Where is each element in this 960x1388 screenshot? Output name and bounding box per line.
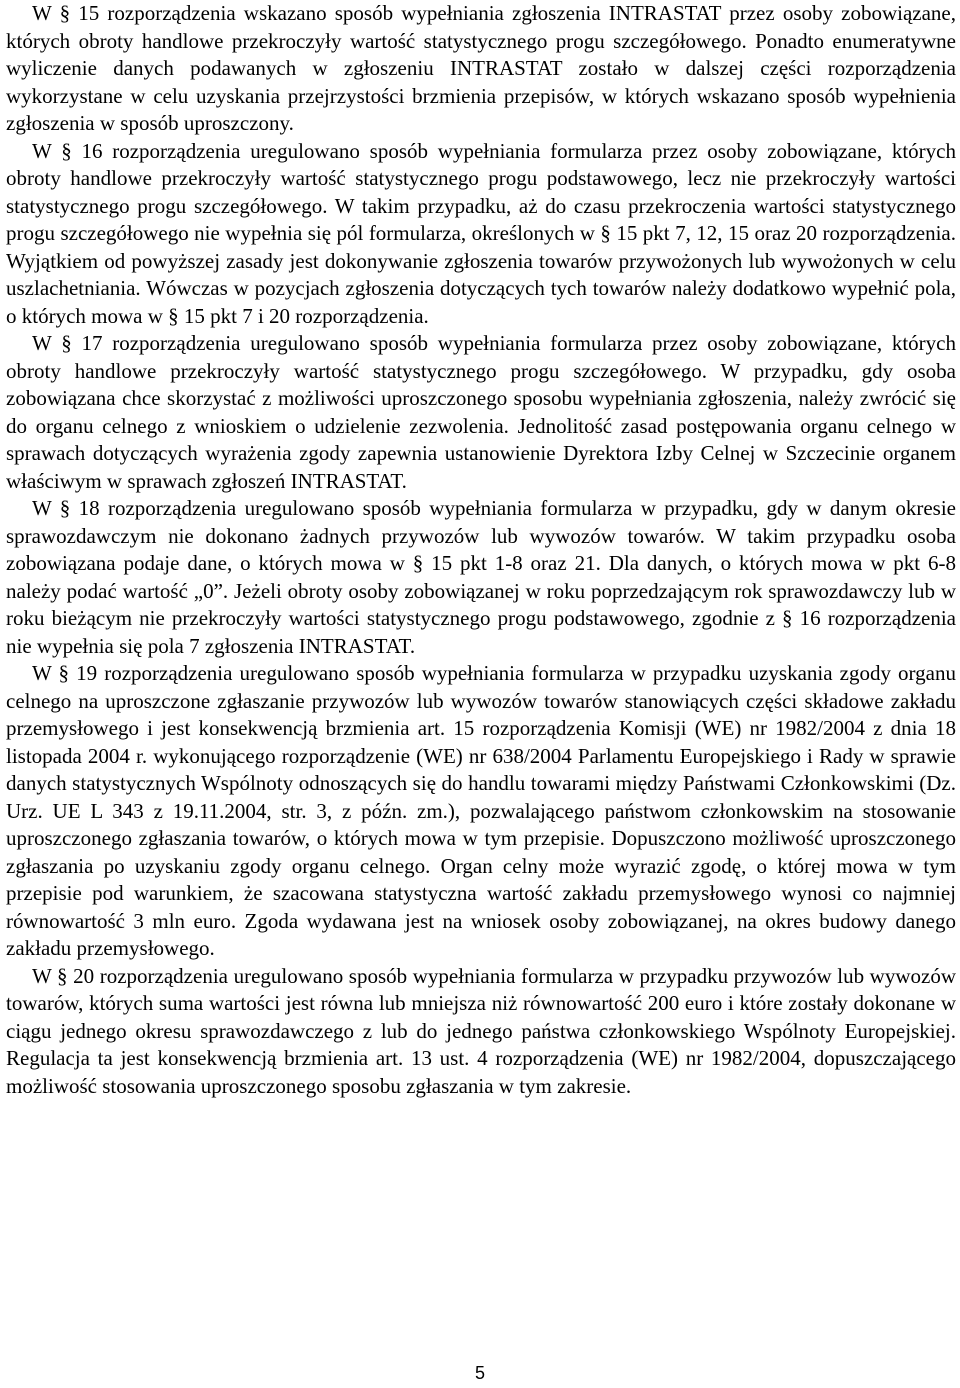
paragraph-par-19: W § 19 rozporządzenia uregulowano sposób wypełniania formularza w przypadku uzyskania zgody organu celnego na uproszczone zgłaszanie przywozów lub wywozów towarów stanowiących części składowe zakładu przemysłowego i jest konsekwencją brzmienia art. 15 rozporządzenia Komisji (WE) nr 1982/2004 z dnia 18 listopada 2004 r. wykonującego rozporządzenie (WE) nr 638/2004 Parlamentu Europejskiego i Rady w sprawie danych statystycznych Wspólnoty odnoszących się do handlu towarami między Państwami Członkowskimi (Dz. Urz. UE L 343 z 19.11.2004, str. 3, z późn. zm.), pozwalającego państwom członkowskim na stosowanie uproszczonego zgłaszania towarów, o których mowa w tym przepisie. Dopuszczono możliwość uproszczonego zgłaszania po uzyskaniu zgody organu celnego. Organ celny może wyrazić zgodę, o której mowa w tym przepisie pod warunkiem, że szacowana statystyczna wartość zakładu przemysłowego wynosi co najmniej równowartość 3 mln euro. Zgoda wydawana jest na wniosek osoby zobowiązanej, na okres budowy danego zakładu przemysłowego.	[6, 661, 956, 960]
paragraph-par-15: W § 15 rozporządzenia wskazano sposób wypełniania zgłoszenia INTRASTAT przez osoby zobowiązane, których obroty handlowe przekroczyły wartość statystycznego progu szczegółowego. Ponadto enumeratywne wyliczenie danych podawanych w zgłoszeniu INTRASTAT zostało w dalszej części rozporządzenia wykorzystane w celu uzyskania przejrzystości brzmienia przepisów, w których wskazano sposób wypełnienia zgłoszenia w sposób uproszczony.	[6, 1, 956, 135]
paragraph-par-16: W § 16 rozporządzenia uregulowano sposób wypełniania formularza przez osoby zobowiązane, których obroty handlowe przekroczyły wartość statystycznego progu podstawowego, lecz nie przekroczyły wartości statystycznego progu szczegółowego. W takim przypadku, aż do czasu przekroczenia wartości statystycznego progu szczegółowego nie wypełnia się pól formularza, określonych w § 15 pkt 7, 12, 15 oraz 20 rozporządzenia. Wyjątkiem od powyższej zasady jest dokonywanie zgłoszenia towarów przywożonych lub wywożonych w celu uszlachetniania. Wówczas w pozycjach zgłoszenia dotyczących tych towarów należy dodatkowo wypełnić pola, o których mowa w § 15 pkt 7 i 20 rozporządzenia.	[6, 138, 956, 328]
paragraph-par-18: W § 18 rozporządzenia uregulowano sposób wypełniania formularza w przypadku, gdy w danym okresie sprawozdawczym nie dokonano żadnych przywozów lub wywozów towarów. W takim przypadku osoba zobowiązana podaje dane, o których mowa w § 15 pkt 1-8 oraz 21. Dla danych, o których mowa w pkt 6-8 należy podać wartość „0”. Jeżeli obroty osoby zobowiązanej w roku poprzedzającym rok sprawozdawczy lub w roku bieżącym nie przekroczyły wartości statystycznego progu podstawowego, zgodnie z § 16 rozporządzenia nie wypełnia się pola 7 zgłoszenia INTRASTAT.	[6, 496, 956, 658]
paragraph-par-20: W § 20 rozporządzenia uregulowano sposób wypełniania formularza w przypadku przywozów lub wywozów towarów, których suma wartości jest równa lub mniejsza niż równowartość 200 euro i które zostały dokonane w ciągu jednego okresu sprawozdawczego z lub do jednego państwa członkowskiego Wspólnoty Europejskiej. Regulacja ta jest konsekwencją brzmienia art. 13 ust. 4 rozporządzenia (WE) nr 1982/2004, dopuszczającego możliwość stosowania uproszczonego sposobu zgłaszania w tym zakresie.	[6, 963, 956, 1098]
paragraph-par-17: W § 17 rozporządzenia uregulowano sposób wypełniania formularza przez osoby zobowiązane, których obroty handlowe przekroczyły wartość statystycznego progu szczegółowego. W przypadku, gdy osoba zobowiązana chce skorzystać z możliwości uproszczonego sposobu wypełniania zgłoszenia, należy zwrócić się do organu celnego z wnioskiem o udzielenie zezwolenia. Jednolitość zasad postępowania organu celnego w sprawach dotyczących wyrażenia zgody zapewnia ustanowienie Dyrektora Izby Celnej w Szczecinie organem właściwym w sprawach zgłoszeń INTRASTAT.	[6, 331, 956, 493]
document-page	[6, 0, 956, 1100]
page-number: 5	[474, 1363, 485, 1383]
